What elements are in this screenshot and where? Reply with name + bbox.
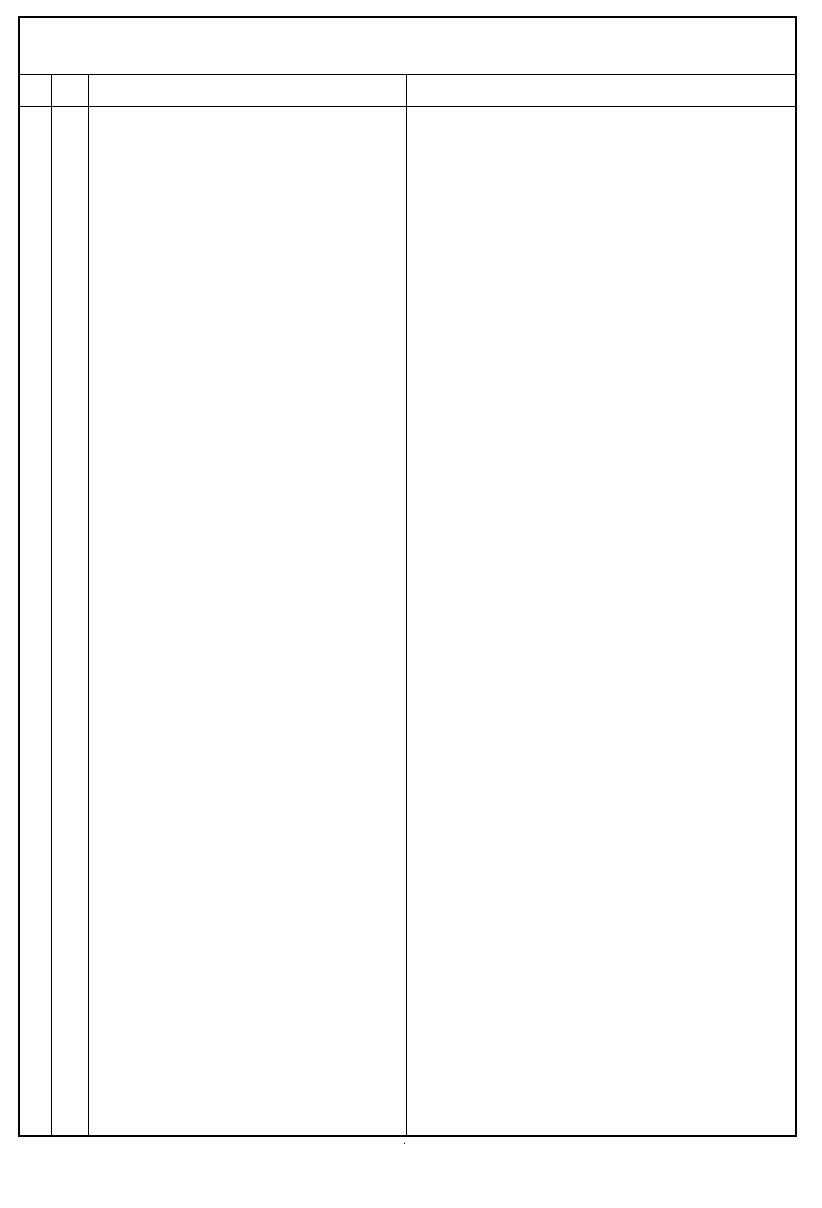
info-panel bbox=[407, 107, 795, 1135]
table-header bbox=[20, 75, 795, 107]
divider bbox=[51, 75, 52, 1135]
stray-dot: . bbox=[403, 1136, 407, 1147]
schedule-sheet bbox=[18, 16, 797, 1137]
page-title bbox=[20, 18, 795, 75]
divider bbox=[88, 75, 89, 1135]
